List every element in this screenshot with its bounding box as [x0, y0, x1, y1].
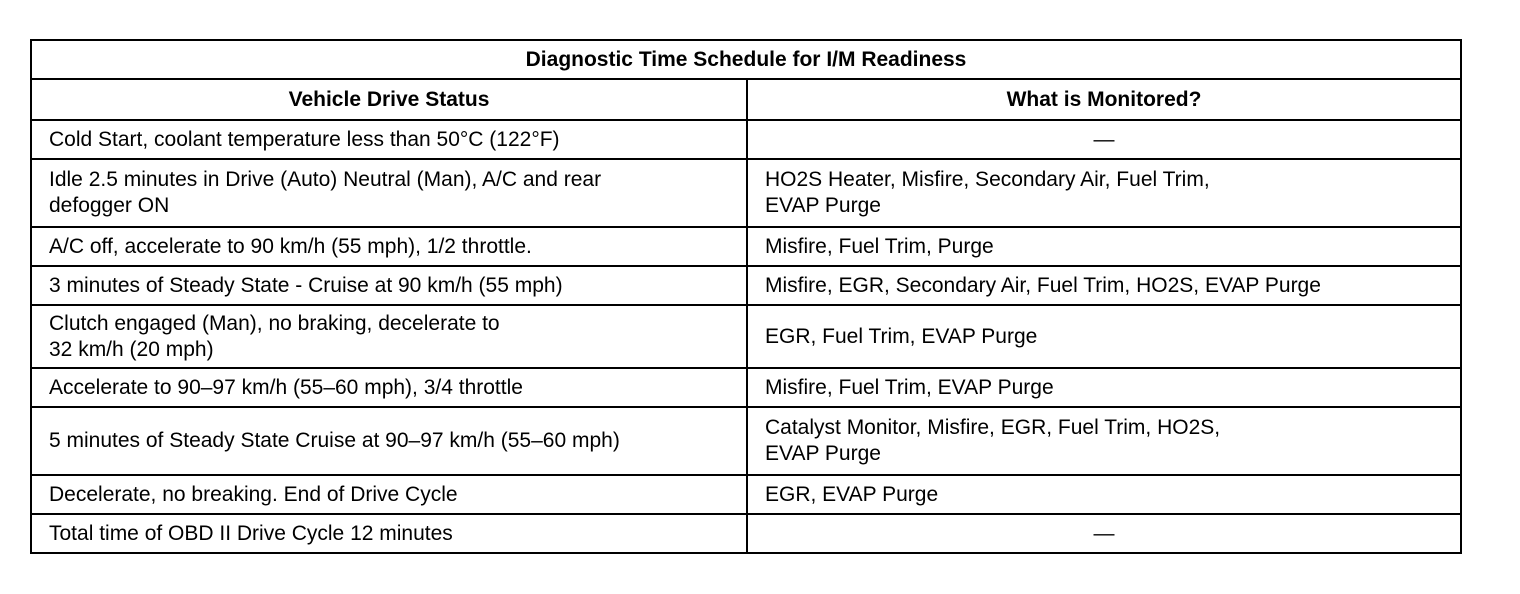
table-row [31, 514, 1461, 553]
table-title: Diagnostic Time Schedule for I/M Readiness [31, 40, 1461, 79]
drive-status-cell: Idle 2.5 minutes in Drive (Auto) Neutral (Man), A/C and rear defogger ON [31, 159, 747, 227]
monitored-cell: EGR, EVAP Purge [747, 475, 1461, 514]
drive-status-cell: A/C off, accelerate to 90 km/h (55 mph), 1/2 throttle. [31, 227, 747, 266]
monitored-cell: — [747, 514, 1461, 553]
drive-status-cell: Accelerate to 90–97 km/h (55–60 mph), 3/4 throttle [31, 368, 747, 407]
monitored-cell: EGR, Fuel Trim, EVAP Purge [747, 305, 1461, 368]
table-header-row [31, 79, 1461, 120]
diagnostic-time-schedule-table [30, 39, 1462, 554]
drive-status-cell: Total time of OBD II Drive Cycle 12 minutes [31, 514, 747, 553]
monitored-cell: — [747, 120, 1461, 159]
table-row [31, 266, 1461, 305]
table-row [31, 120, 1461, 159]
table-row [31, 305, 1461, 368]
column-header-vehicle-drive-status: Vehicle Drive Status [31, 79, 747, 120]
table-row [31, 159, 1461, 227]
table-row [31, 368, 1461, 407]
table-title-row [31, 40, 1461, 79]
table-row [31, 475, 1461, 514]
monitored-cell: Misfire, EGR, Secondary Air, Fuel Trim, HO2S, EVAP Purge [747, 266, 1461, 305]
drive-status-cell: 5 minutes of Steady State Cruise at 90–97 km/h (55–60 mph) [31, 407, 747, 475]
monitored-cell: Misfire, Fuel Trim, EVAP Purge [747, 368, 1461, 407]
drive-status-cell: Clutch engaged (Man), no braking, decelerate to 32 km/h (20 mph) [31, 305, 747, 368]
monitored-cell: Catalyst Monitor, Misfire, EGR, Fuel Trim, HO2S, EVAP Purge [747, 407, 1461, 475]
column-header-what-is-monitored: What is Monitored? [747, 79, 1461, 120]
drive-status-cell: 3 minutes of Steady State - Cruise at 90 km/h (55 mph) [31, 266, 747, 305]
drive-status-cell: Cold Start, coolant temperature less than 50°C (122°F) [31, 120, 747, 159]
table-row [31, 227, 1461, 266]
drive-status-cell: Decelerate, no breaking. End of Drive Cycle [31, 475, 747, 514]
monitored-cell: Misfire, Fuel Trim, Purge [747, 227, 1461, 266]
monitored-cell: HO2S Heater, Misfire, Secondary Air, Fuel Trim, EVAP Purge [747, 159, 1461, 227]
table-row [31, 407, 1461, 475]
